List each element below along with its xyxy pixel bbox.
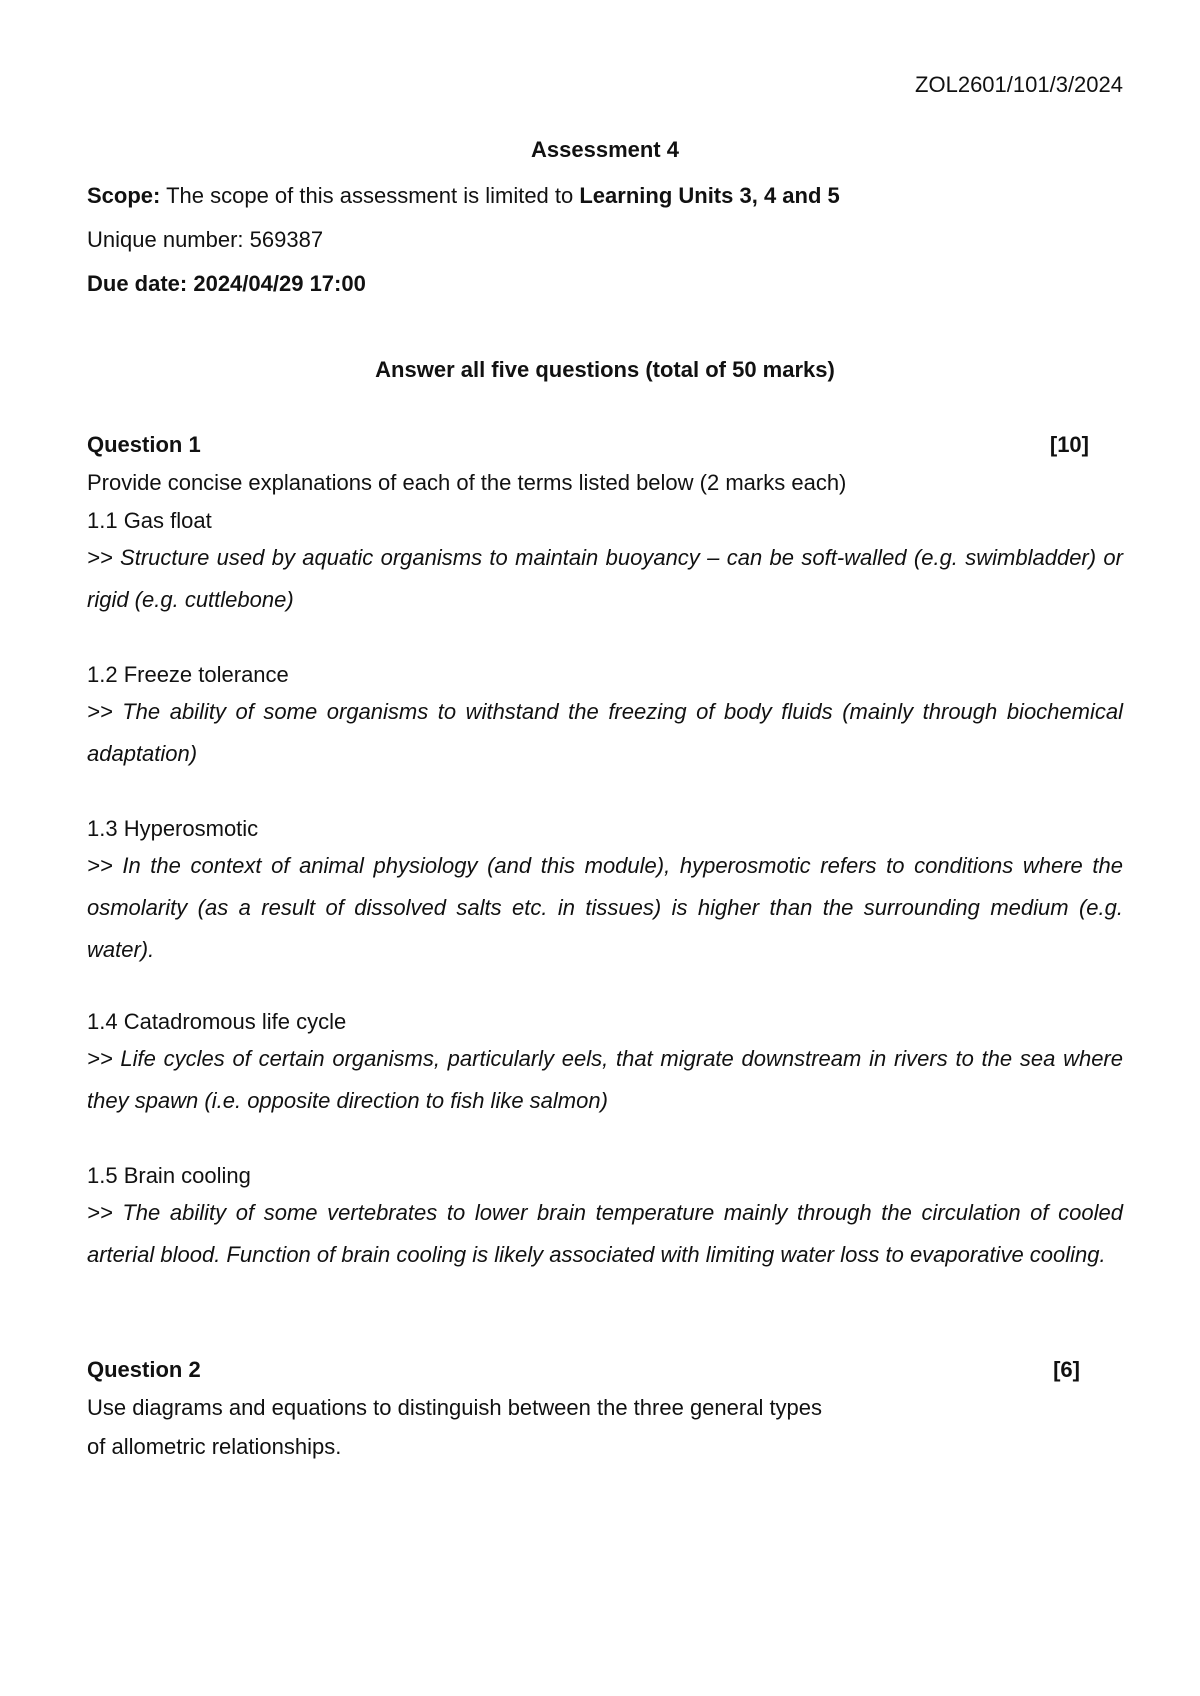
question-2-marks: [6] [1053,1357,1080,1382]
instruction: Answer all five questions (total of 50 marks) [375,357,835,382]
due-date: Due date: 2024/04/29 17:00 [87,271,366,296]
scope-text: The scope of this assessment is limited to [160,183,580,208]
answer-1-2: >> The ability of some organisms to withstand the freezing of body fluids (mainly through biochemical adaptation) [87,699,1123,766]
question-2-title: Question 2 [87,1357,201,1382]
question-2-header [87,1357,1080,1383]
term-1-4: 1.4 Catadromous life cycle [87,1009,347,1034]
unique-number: Unique number: 569387 [87,227,324,252]
document-code: ZOL2601/101/3/2024 [915,72,1123,97]
document-page [87,0,1123,1696]
scope-line [87,183,840,209]
answer-1-4: >> Life cycles of certain organisms, particularly eels, that migrate downstream in rivers to the sea where they spawn (i.e. opposite direction to fish like salmon) [87,1046,1123,1113]
question-2-prompt-line-1: Use diagrams and equations to distinguish between the three general types [87,1395,823,1420]
question-1-title: Question 1 [87,432,201,457]
question-2-prompt-line-2: of allometric relationships. [87,1434,342,1459]
term-1-3: 1.3 Hyperosmotic [87,816,259,841]
question-1-header [87,432,1089,458]
answer-1-1: >> Structure used by aquatic organisms to maintain buoyancy – can be soft-walled (e.g. swimbladder) or rigid (e.g. cuttlebone) [87,545,1123,612]
term-1-1: 1.1 Gas float [87,508,212,533]
assessment-title: Assessment 4 [531,137,679,162]
scope-units: Learning Units 3, 4 and 5 [579,183,840,208]
answer-1-3: >> In the context of animal physiology (and this module), hyperosmotic refers to conditions where the osmolarity (as a result of dissolved salts etc. in tissues) is higher than the surrounding medium (e.g. water). [87,853,1123,962]
question-1-prompt: Provide concise explanations of each of the terms listed below (2 marks each) [87,470,847,495]
answer-1-5: >> The ability of some vertebrates to lower brain temperature mainly through the circulation of cooled arterial blood. Function of brain cooling is likely associated with limiting water loss to evaporative cooling. [87,1200,1123,1267]
scope-label: Scope: [87,183,161,208]
question-1-marks: [10] [1049,432,1089,457]
term-1-2: 1.2 Freeze tolerance [87,662,289,687]
term-1-5: 1.5 Brain cooling [87,1163,251,1188]
